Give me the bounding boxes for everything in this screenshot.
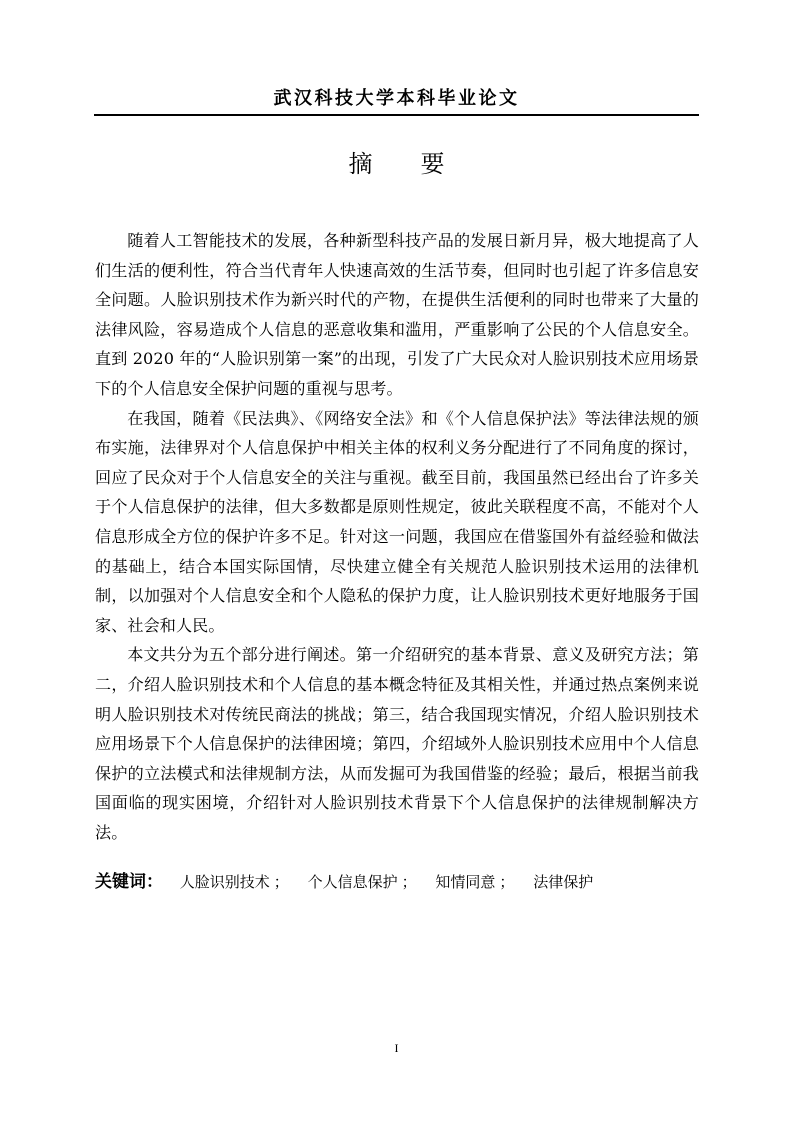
keyword-4: 法律保护: [533, 873, 594, 891]
abstract-paragraph-3: 本文共分为五个部分进行阐述。第一介绍研究的基本背景、意义及研究方法；第二，介绍人脸识别技术和个人信息的基本概念特征及其相关性，并通过热点案例来说明人脸识别技术对传统民商法的挑战；第三，结合我国现实情况，介绍人脸识别技术应用场景下个人信息保护的法律困境；第四，介绍域外人脸识别技术应用中个人信息保护的立法模式和法律规制方法，从而发掘可为我国借鉴的经验；最后，根据当前我国面临的现实困境，介绍针对人脸识别技术背景下个人信息保护的法律规制解决方法。: [95, 645, 699, 842]
abstract-paragraph-2: 在我国，随着《民法典》、《网络安全法》和《个人信息保护法》等法律法规的颁布实施，法律界对个人信息保护中相关主体的权利义务分配进行了不同角度的探讨，回应了民众对于个人信息安全的关注与重视。截至目前，我国虽然已经出台了许多关于个人信息保护的法律，但大多数都是原则性规定，彼此关联程度不高，不能对个人信息形成全方位的保护许多不足。针对这一问题，我国应在借鉴国外有益经验和做法的基础上，结合本国实际国情，尽快建立健全有关规范人脸识别技术运用的法律机制，以加强对个人信息安全和个人隐私的保护力度，让人脸识别技术更好地服务于国家、社会和人民。: [95, 408, 699, 635]
page-number: I: [394, 1041, 399, 1055]
abstract-body: [95, 226, 699, 847]
keywords-label: 关键词：: [95, 872, 163, 892]
keyword-separator: ；: [273, 873, 289, 891]
abstract-title: 摘 要: [348, 150, 445, 178]
header-title: 武汉科技大学本科毕业论文: [273, 88, 520, 109]
keyword-separator: ；: [401, 873, 417, 891]
keyword-3: 知情同意: [435, 873, 496, 891]
keyword-2: 个人信息保护: [307, 873, 398, 891]
abstract-paragraph-1: 随着人工智能技术的发展，各种新型科技产品的发展日新月异，极大地提高了人们生活的便利性，符合当代青年人快速高效的生活节奏，但同时也引起了许多信息安全问题。人脸识别技术作为新兴时代的产物，在提供生活便利的同时也带来了大量的法律风险，容易造成个人信息的恶意收集和滥用，严重影响了公民的个人信息安全。直到 2020 年的“人脸识别第一案”的出现，引发了广大民众对人脸识别技术应用场景下的个人信息安全保护问题的重视与思考。: [95, 231, 699, 398]
keyword-1: 人脸识别技术: [179, 873, 270, 891]
page-header: [94, 88, 699, 116]
keywords-line: [95, 870, 699, 894]
keyword-separator: ；: [499, 873, 515, 891]
